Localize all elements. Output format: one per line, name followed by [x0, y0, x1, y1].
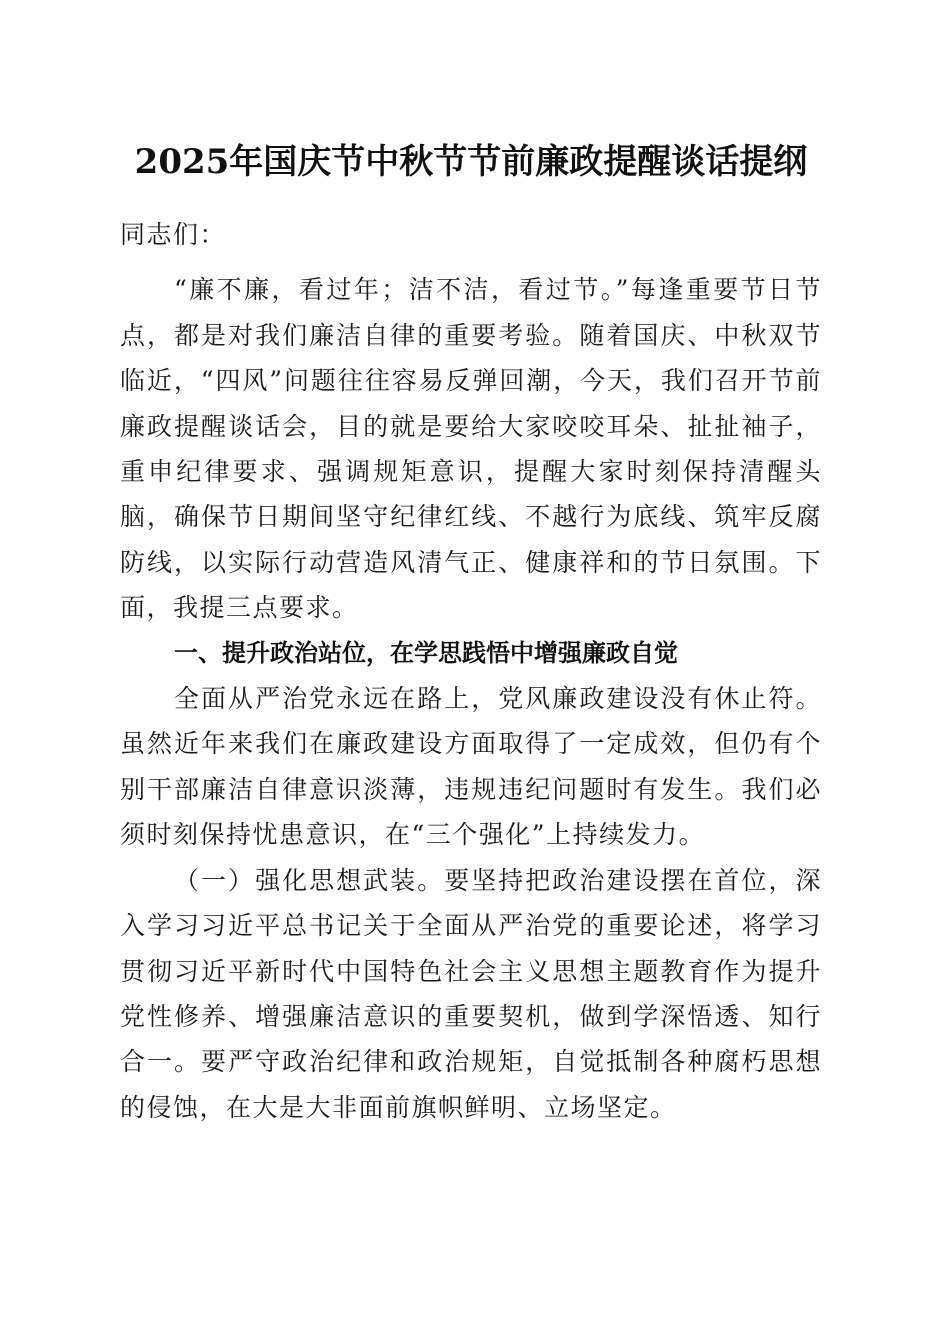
salutation: 同志们： — [120, 220, 227, 249]
section-1-heading: 一、提升政治站位，在学思践悟中增强廉政自觉 — [174, 638, 678, 667]
section-1-paragraph: 全面从严治党永远在路上，党风廉政建设没有休止符。虽然近年来我们在廉政建设方面取得了一定成效，但仍有个别干部廉洁自律意识淡薄，违规违纪问题时有发生。我们必须时刻保持忧患意识，在“三个强化”上持续发力。 — [120, 684, 822, 850]
subsection-1-paragraph: （一）强化思想武装。要坚持把政治建设摆在首位，深入学习习近平总书记关于全面从严治党的重要论述，将学习贯彻习近平新时代中国特色社会主义思想主题教育作为提升党性修养、增强廉洁意识的重要契机，做到学深悟透、知行合一。要严守政治纪律和政治规矩，自觉抵制各种腐朽思想的侵蚀，在大是大非面前旗帜鲜明、立场坚定。 — [120, 865, 822, 1122]
intro-paragraph: “廉不廉，看过年；洁不洁，看过节。”每逢重要节日节点，都是对我们廉洁自律的重要考验。随着国庆、中秋双节临近，“四风”问题往往容易反弹回潮，今天，我们召开节前廉政提醒谈话会，目的就是要给大家咬咬耳朵、扯扯袖子，重申纪律要求、强调规矩意识，提醒大家时刻保持清醒头脑，确保节日期间坚守纪律红线、不越行为底线、筑牢反腐防线，以实际行动营造风清气正、健康祥和的节日氛围。下面，我提三点要求。 — [120, 275, 822, 623]
document-page — [120, 138, 822, 1130]
document-title: 2025年国庆节中秋节节前廉政提醒谈话提纲 — [134, 142, 808, 182]
